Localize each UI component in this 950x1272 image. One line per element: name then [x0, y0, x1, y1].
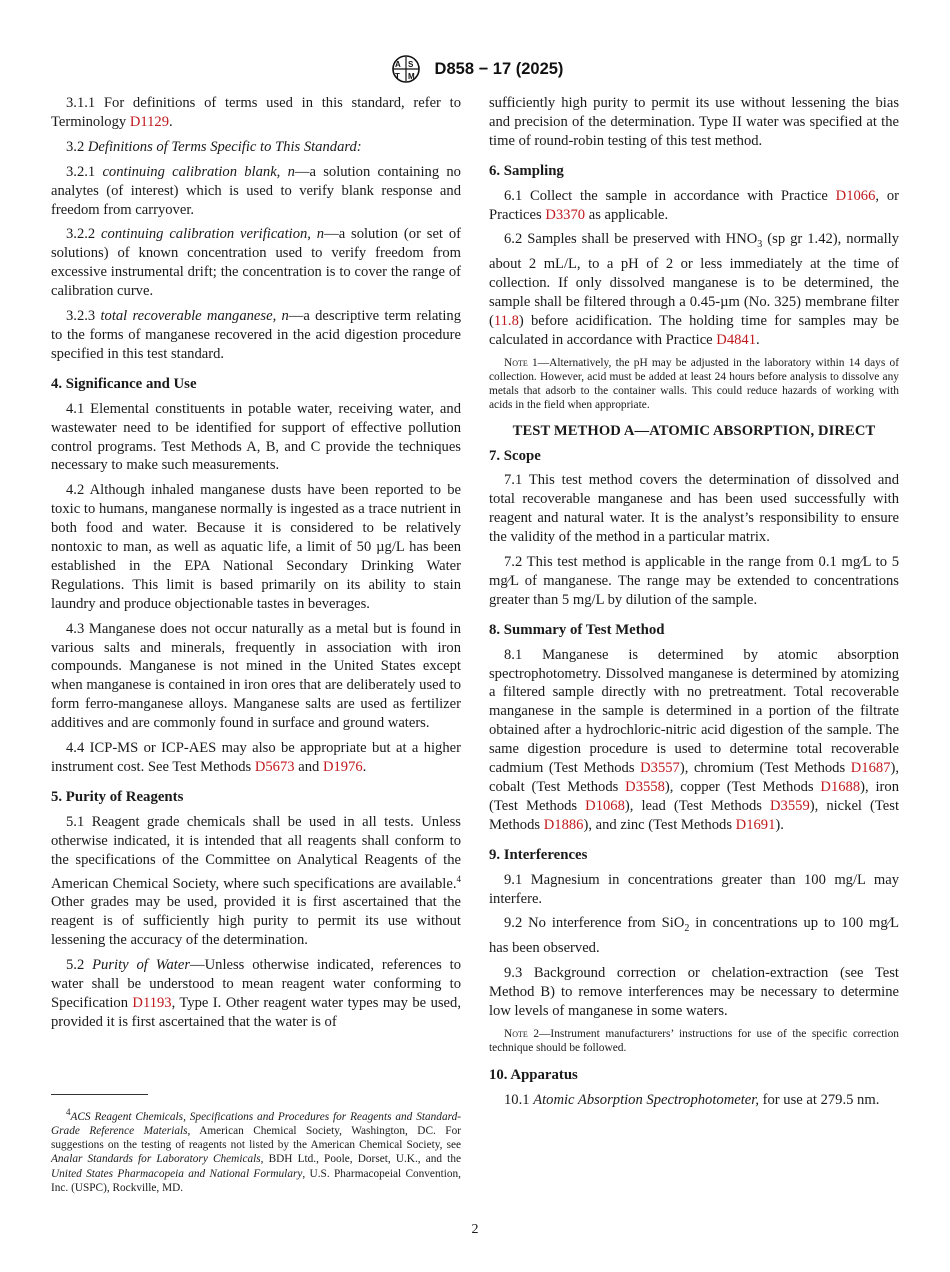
method-a-heading: TEST METHOD A—ATOMIC ABSORPTION, DIRECT [512, 422, 876, 439]
text: ) before acidification. The holding time for samples may be calculated in accordance with Practice [489, 312, 899, 348]
text: 5.2 [66, 957, 93, 974]
section-heading-4: 4. Significance and Use [51, 375, 197, 392]
text: 2—Instrument manufacturers’ instructions for use of the specific correction technique should be followed. [489, 1027, 899, 1055]
text: 4.4 ICP-MS or ICP-AES may also be appropriate but at a higher instrument cost. See Test Methods [51, 740, 461, 775]
text: ), and zinc (Test Methods [583, 816, 736, 833]
link-d5673[interactable]: D5673 [254, 759, 295, 775]
paragraph-6-2 [489, 230, 899, 349]
text: ), nickel (Test Methods [489, 797, 900, 833]
svg-text:A: A [394, 60, 401, 69]
text: 6.1 Collect the sample in accordance with Practice [504, 187, 836, 204]
section-heading-8: 8. Summary of Test Method [489, 621, 665, 638]
link-d3557[interactable]: D3557 [640, 760, 680, 777]
text: ). [775, 816, 784, 833]
link-d1066[interactable]: D1066 [835, 187, 876, 204]
text: —Unless otherwise indicated, references to water shall be understood to mean reagent water conforming to Specification [51, 957, 462, 1011]
paragraph-3-1-1 [51, 94, 461, 132]
text: 3.2.1 [66, 163, 103, 180]
text: —a descriptive term relating to the forms of manganese recovered in the acid digestion procedure specified in this test standard. [51, 308, 461, 362]
text: ), chromium (Test Methods [679, 760, 851, 777]
term: continuing calibration blank, n [102, 163, 295, 180]
paragraph-5-2-continued: sufficiently high purity to permit its use without lessening the bias and precision of the determination. Type II water was specified at the time of round-robin testing of this test method. [489, 95, 899, 149]
paragraph-3-2 [51, 138, 461, 157]
paragraph-5-2 [51, 956, 461, 1032]
section-heading-9: 9. Interferences [489, 846, 588, 863]
page-header [0, 54, 950, 84]
text: , U.S. Pharmacopeial Convention, Inc. (USPC), Rockville, MD. [51, 1167, 461, 1194]
text: ), copper (Test Methods [664, 779, 821, 795]
text: , Type I. Other reagent water types may be used, provided it is first ascertained that the water is of [51, 994, 461, 1030]
text: 3.2 [66, 138, 88, 155]
svg-text:S: S [407, 60, 413, 69]
right-column [489, 94, 899, 1116]
subscript: 3 [757, 239, 763, 251]
note-2 [489, 1027, 899, 1055]
text: 10.1 [504, 1092, 534, 1109]
text: , BDH Ltd., Poole, Dorset, U.K., and the [260, 1153, 461, 1166]
paragraph-7-1: 7.1 This test method covers the determination of dissolved and total recoverable manganese and has been used successfully with reagent and natural water. It is the analyst’s responsibility to ensure the validity of the method in a particular matrix. [489, 472, 899, 546]
paragraph-6-1 [489, 187, 899, 225]
footnote-4 [51, 1105, 461, 1195]
link-d1068[interactable]: D1068 [585, 797, 625, 814]
section-heading-7: 7. Scope [489, 447, 541, 464]
text: Analar Standards for Laboratory Chemicals [51, 1153, 261, 1166]
link-d1976[interactable]: D1976 [322, 759, 363, 775]
text: 3.2.2 [66, 226, 102, 243]
link-d1688[interactable]: D1688 [820, 779, 861, 795]
text: in concentrations up to 100 mg⁄L has been observed. [489, 915, 899, 957]
section-heading-10: 10. Apparatus [489, 1067, 578, 1084]
text: 3.1.1 For definitions of terms used in this standard, refer to Terminology [51, 95, 461, 130]
subsection-title: Definitions of Terms Specific to This Standard: [87, 138, 362, 155]
link-d3370[interactable]: D3370 [545, 206, 586, 223]
term: Atomic Absorption Spectrophotometer, [533, 1092, 759, 1109]
text: ), lead (Test Methods [624, 797, 771, 814]
link-d1129[interactable]: D1129 [129, 113, 170, 130]
text: United States Pharmacopeia and National Formulary [51, 1167, 303, 1180]
text: 8.1 Manganese is determined by atomic absorption spectrophotometry. Dissolved manganese is determined by atomizing a filtered sample directly with no pretreatment. Total recoverable manganese in the sample is determined in a portion of the filtrate obtained after a hydrochloric-nitric acid digestion of the sample. The same digestion procedure is used to determine total recoverable cadmium (Test Methods [489, 646, 899, 777]
paragraph-3-2-2 [51, 225, 461, 301]
paragraph-9-3: 9.3 Background correction or chelation-extraction (see Test Method B) to remove interferences may be necessary to determine low levels of manganese in some waters. [489, 965, 899, 1019]
note-1 [489, 356, 899, 413]
text: . [756, 331, 760, 348]
svg-text:M: M [407, 72, 415, 81]
text: Other grades may be used, provided it is first ascertained that the reagent is of sufficiently high purity to permit its use without lessening the accuracy of the determination. [51, 894, 461, 949]
link-11-8[interactable]: 11.8 [493, 312, 519, 329]
text: ACS Reagent Chemicals, Specifications and Procedures for Reagents and Standard-Grade Reference Materials [51, 1110, 461, 1137]
text: . [362, 759, 367, 775]
left-column [51, 94, 461, 1038]
section-heading-5: 5. Purity of Reagents [51, 788, 184, 805]
document-id: D858 − 17 (2025) [434, 59, 564, 78]
text: 5.1 Reagent grade chemicals shall be used in all tests. Unless otherwise indicated, it is intended that all reagents shall conform to the specifications of the Committee on Analytical Reagents of the American Chemical Society, where such specifications are available. [51, 813, 461, 892]
paragraph-4-1: 4.1 Elemental constituents in potable water, receiving water, and wastewater need to be identified for support of effective pollution control programs. Test Methods A, B, and C provide the techniques necessary to make such measurements. [51, 400, 461, 474]
paragraph-3-2-3 [51, 307, 461, 364]
link-d1886[interactable]: D1886 [543, 816, 584, 833]
text: as applicable. [585, 206, 669, 223]
section-heading-6: 6. Sampling [489, 162, 564, 179]
text: —a solution containing no analytes (of interest) which is used to verify blank response and freedom from carryover. [51, 163, 461, 218]
text: , or Practices [489, 187, 899, 223]
text: 9.2 No interference from SiO [504, 915, 685, 932]
link-d3558[interactable]: D3558 [625, 779, 665, 795]
paragraph-3-2-1 [51, 163, 461, 220]
note-label: Note [504, 1027, 528, 1040]
text: 1—Alternatively, the pH may be adjusted in the laboratory within 14 days of collection. However, acid must be added at least 24 hours before analysis to dissolve any metals that adsorb to the container walls. This could reduce hazards of working with acids in the field when appropriate. [489, 356, 899, 412]
text: (sp gr 1.42), normally about 2 mL/L, to a pH of 2 or less immediately at the time of collection. If only dissolved manganese is to be determined, the sample shall be filtered through a 0.45-µm (No. 325) membrane filter ( [489, 231, 899, 329]
paragraph-4-2: 4.2 Although inhaled manganese dusts have been reported to be toxic to humans, manganese normally is ingested as a trace nutrient in both food and water. Because it is considered to be relatively nontoxic to man, as well as aquatic life, a limit of 50 µg/L has been established in the EPA National Secondary Drinking Water Regulations. This limit is based primarily on its ability to stain laundry and produce objectionable tastes in beverages. [51, 482, 461, 612]
paragraph-9-1: 9.1 Magnesium in concentrations greater than 100 mg/L may interfere. [489, 871, 899, 907]
paragraph-7-2: 7.2 This test method is applicable in the range from 0.1 mg⁄L to 5 mg⁄L of manganese. The range may be extended to concentrations greater than 5 mg/L by dilution of the sample. [489, 554, 899, 608]
text: ), iron (Test Methods [489, 779, 899, 814]
svg-text:T: T [394, 72, 400, 81]
astm-logo-icon [387, 54, 425, 84]
text: . [169, 113, 173, 130]
paragraph-10-1 [489, 1091, 899, 1110]
link-d1691[interactable]: D1691 [735, 816, 776, 833]
paragraph-4-3: 4.3 Manganese does not occur naturally as a metal but is found in various salts and minerals, frequently in association with iron compounds. Manganese is not mined in the United States except when manganese is contained in iron ores that are deliberately used to form ferro-manganese alloys. Manganese salts are used as fertilizer additives and are commonly found in surface and ground waters. [51, 620, 461, 732]
term: total recoverable manganese, n [100, 308, 289, 325]
page-number: 2 [471, 1222, 479, 1237]
text: for use at 279.5 nm. [758, 1092, 880, 1109]
paragraph-5-1 [51, 813, 461, 950]
text: and [294, 759, 323, 775]
note-label: Note [504, 356, 528, 369]
text: 3.2.3 [66, 308, 101, 325]
footnote-ref[interactable]: 4 [456, 873, 461, 884]
paragraph-9-2 [489, 914, 899, 958]
term: continuing calibration verification, n [101, 226, 325, 243]
link-d1687[interactable]: D1687 [850, 760, 891, 777]
link-d3559[interactable]: D3559 [770, 797, 810, 814]
text: ), cobalt (Test Methods [489, 760, 900, 795]
paragraph-4-4 [51, 739, 461, 777]
subscript: 2 [684, 923, 690, 935]
footnote-divider [51, 1094, 148, 1095]
text: , American Chemical Society, Washington, DC. For suggestions on the testing of reagents not listed by the American Chemical Society, see [51, 1124, 461, 1152]
text: 6.2 Samples shall be preserved with HNO [504, 231, 758, 248]
term: Purity of Water [92, 957, 191, 974]
paragraph-8-1 [489, 646, 899, 835]
footnote-marker: 4 [66, 1107, 71, 1117]
link-d1193[interactable]: D1193 [132, 994, 172, 1011]
text: —a solution (or set of solutions) of known concentration used to verify freedom from excessive instrumental drift; the concentration is to cover the range of calibration curve. [51, 226, 461, 300]
link-d4841[interactable]: D4841 [716, 331, 757, 348]
